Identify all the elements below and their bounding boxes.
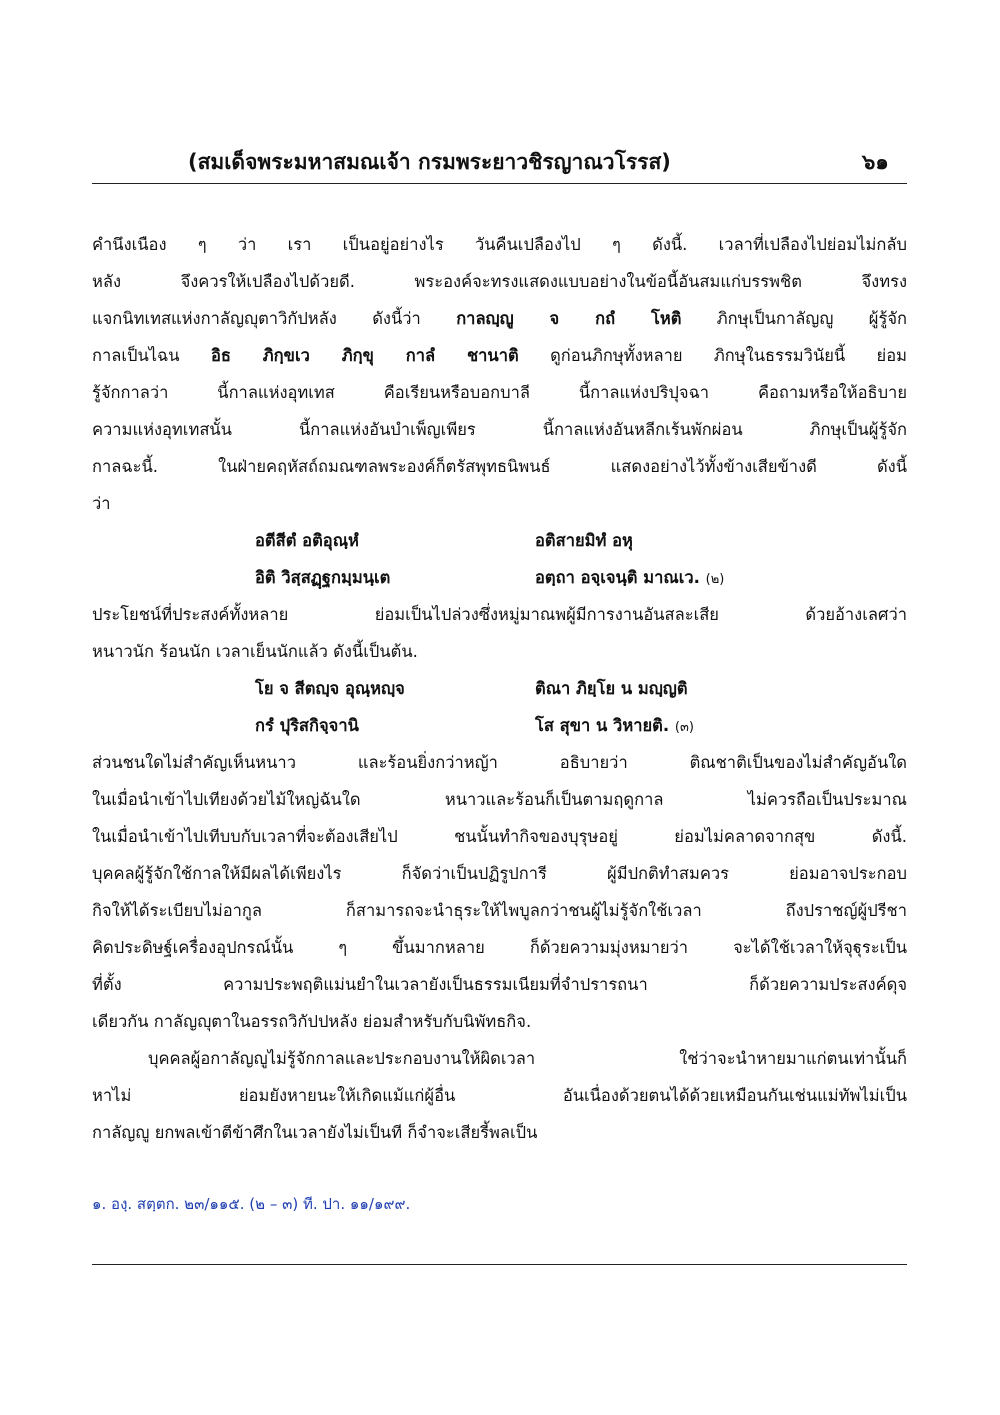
text-line: ประโยชน์ที่ประสงค์ทั้งหลาย ย่อมเป็นไปล่วงซึ่งหมู่มาณพผู้มีการงานอันสละเสีย ด้วยอ้างเลศว่า [92,605,907,624]
text-line: ที่ตั้ง ความประพฤติแม่นยำในเวลายังเป็นธรรมเนียมที่จำปรารถนา ก็ด้วยความประสงค์ดุจ [92,975,907,994]
verse-second-half [535,707,694,746]
verse-second-half [535,559,724,598]
text-line: ในเมื่อนำเข้าไปเทียงด้วยไม้ใหญ่ฉันใด หนาวและร้อนก็เป็นตามฤดูกาล ไม่ควรถือเป็นประมาณ [92,790,907,809]
text-line: กิจให้ได้ระเบียบไม่อากูล ก็สามารถจะนำธุระให้ไพบูลกว่าชนผู้ไม่รู้จักใช้เวลา ถึงปราชญ์ผู้ปรีชา [92,901,907,920]
footnote-marker: (๓) [674,720,694,735]
text-line: ในเมื่อนำเข้าไปเทีบบกับเวลาที่จะต้องเสียไป ชนนั้นทำกิจของบุรุษอยู่ ย่อมไม่คลาดจากสุข ดังนี้. [92,827,907,846]
paragraph-1 [92,226,907,522]
paragraph-2 [92,596,907,670]
footer-rule [92,1264,907,1265]
paragraph-3 [92,744,907,1040]
verse-second-half: อติสายมิทํ อหุ [535,531,633,550]
text-line: กาลฉะนี้. ในฝ่ายคฤหัสถ์ถมณฑลพระองค์ก็ตรัสพุทธนิพนธ์ แสดงอย่างไว้ทั้งข้างเสียข้างดี ดังนี้ [92,457,907,476]
text-run: กาลเป็นไฉน [92,346,211,365]
text-line: ส่วนชนใดไม่สำคัญเห็นหนาว และร้อนยิ่งกว่าหญ้า อธิบายว่า ติณชาติเป็นของไม่สำคัญอันใด [92,753,907,772]
text-line: บุคคลผู้รู้จักใช้กาลให้มีผลได้เพียงไร ก็จัดว่าเป็นปฏิรูปการี ผู้มีปกติทำสมควร ย่อมอาจประกอบ [92,864,907,883]
footnote-marker: (๒) [705,572,725,587]
text-run: แจกนิทเทสแห่งกาลัญญุตาวิกัปหลัง ดังนี้ว่า [92,309,457,328]
text-run: ดูก่อนภิกษุทั้งหลาย ภิกษุในธรรมวินัยนี้ ย่อม [518,346,907,365]
text-line: คิดประดิษฐ์เครื่องอุปกรณ์นั้น ๆ ขึ้นมากหลาย ก็ด้วยความมุ่งหมายว่า จะได้ใช้เวลาให้จุฐุระเป็น [92,938,907,957]
verse-first-half: อตีสีตํ อติอุณฺหํ [255,531,359,550]
verse-first-half: อิติ วิสฺสฏฺฐกมฺมนฺเต [255,568,391,587]
footnote: ๑. องฺ. สตฺตก. ๒๓/๑๑๕. (๒ – ๓) ที. ปา. ๑๑/๑๙๙. [92,1195,411,1213]
text-line: เดียวกัน กาลัญญุตาในอรรถวิกัปปหลัง ย่อมสำหรับกับนิพัทธกิจ. [92,1012,532,1031]
verse-line [92,559,907,596]
text-line: กาลัญญู ยกพลเข้าตีข้าศึกในเวลายังไม่เป็นที ก็จำจะเสียรี้พลเป็น [92,1123,538,1142]
verse-block-1 [92,522,907,596]
pali-term: อิธ ภิกฺขเว ภิกฺขุ กาลํ ชานาติ [210,346,519,365]
verse-line [92,670,907,707]
page-body [92,226,907,1151]
text-line: ว่า [92,494,111,513]
header-rule [92,183,907,184]
verse-block-2 [92,670,907,744]
running-title: (สมเด็จพระมหาสมณเจ้า กรมพระยาวชิรญาณวโรรส) [188,150,671,174]
text-line [92,337,907,374]
page-number: ๖๑ [862,150,889,174]
text-line: รู้จักกาลว่า นี้กาลแห่งอุทเทส คือเรียนหรือบอกบาลี นี้กาลแห่งปริปุจฉา คือถามหรือให้อธิบาย [92,383,907,402]
verse-first-half: โย จ สีตญฺจ อุณฺหญฺจ [255,679,405,698]
verse-text: อตฺถา อจฺเจนฺติ มาณเว. [535,568,700,587]
verse-line [92,707,907,744]
text-line: คำนึงเนือง ๆ ว่า เรา เป็นอยู่อย่างไร วันคืนเปลืองไป ๆ ดังนี้. เวลาที่เปลืองไปย่อมไม่กลับ [92,235,907,254]
verse-line [92,522,907,559]
paragraph-4 [92,1040,907,1151]
text-run: ภิกษุเป็นกาลัญญู ผู้รู้จัก [681,309,907,328]
text-line: หาไม่ ย่อมยังหายนะให้เกิดแม้แก่ผู้อื่น อันเนื่องด้วยตนได้ด้วยเหมือนกันเช่นแม่ทัพไม่เป็น [92,1086,907,1105]
text-line: ความแห่งอุทเทสนั้น นี้กาลแห่งอันบำเพ็ญเพียร นี้กาลแห่งอันหลีกเร้นพักผ่อน ภิกษุเป็นผู้รู้จัก [92,420,907,439]
verse-second-half: ติณา ภิยฺโย น มญฺญติ [535,679,688,698]
verse-text: โส สุขา น วิหายติ. [535,716,670,735]
text-line: หลัง จึงควรให้เปลืองไปด้วยดี. พระองค์จะทรงแสดงแบบอย่างในข้อนี้อันสมแก่บรรพชิต จึงทรง [92,272,907,291]
verse-first-half: กรํ ปุริสกิจฺจานิ [255,716,359,735]
text-line [92,300,907,337]
text-line: หนาวนัก ร้อนนัก เวลาเย็นนักแล้ว ดังนี้เป็นต้น. [92,642,418,661]
text-line: บุคคลผู้อกาลัญญูไม่รู้จักกาลและประกอบงานให้ผิดเวลา ใช่ว่าจะนำหายมาแก่ตนเท่านั้นก็ [148,1049,907,1068]
pali-term: กาลญฺญู จ กถํ โหติ [456,309,682,328]
